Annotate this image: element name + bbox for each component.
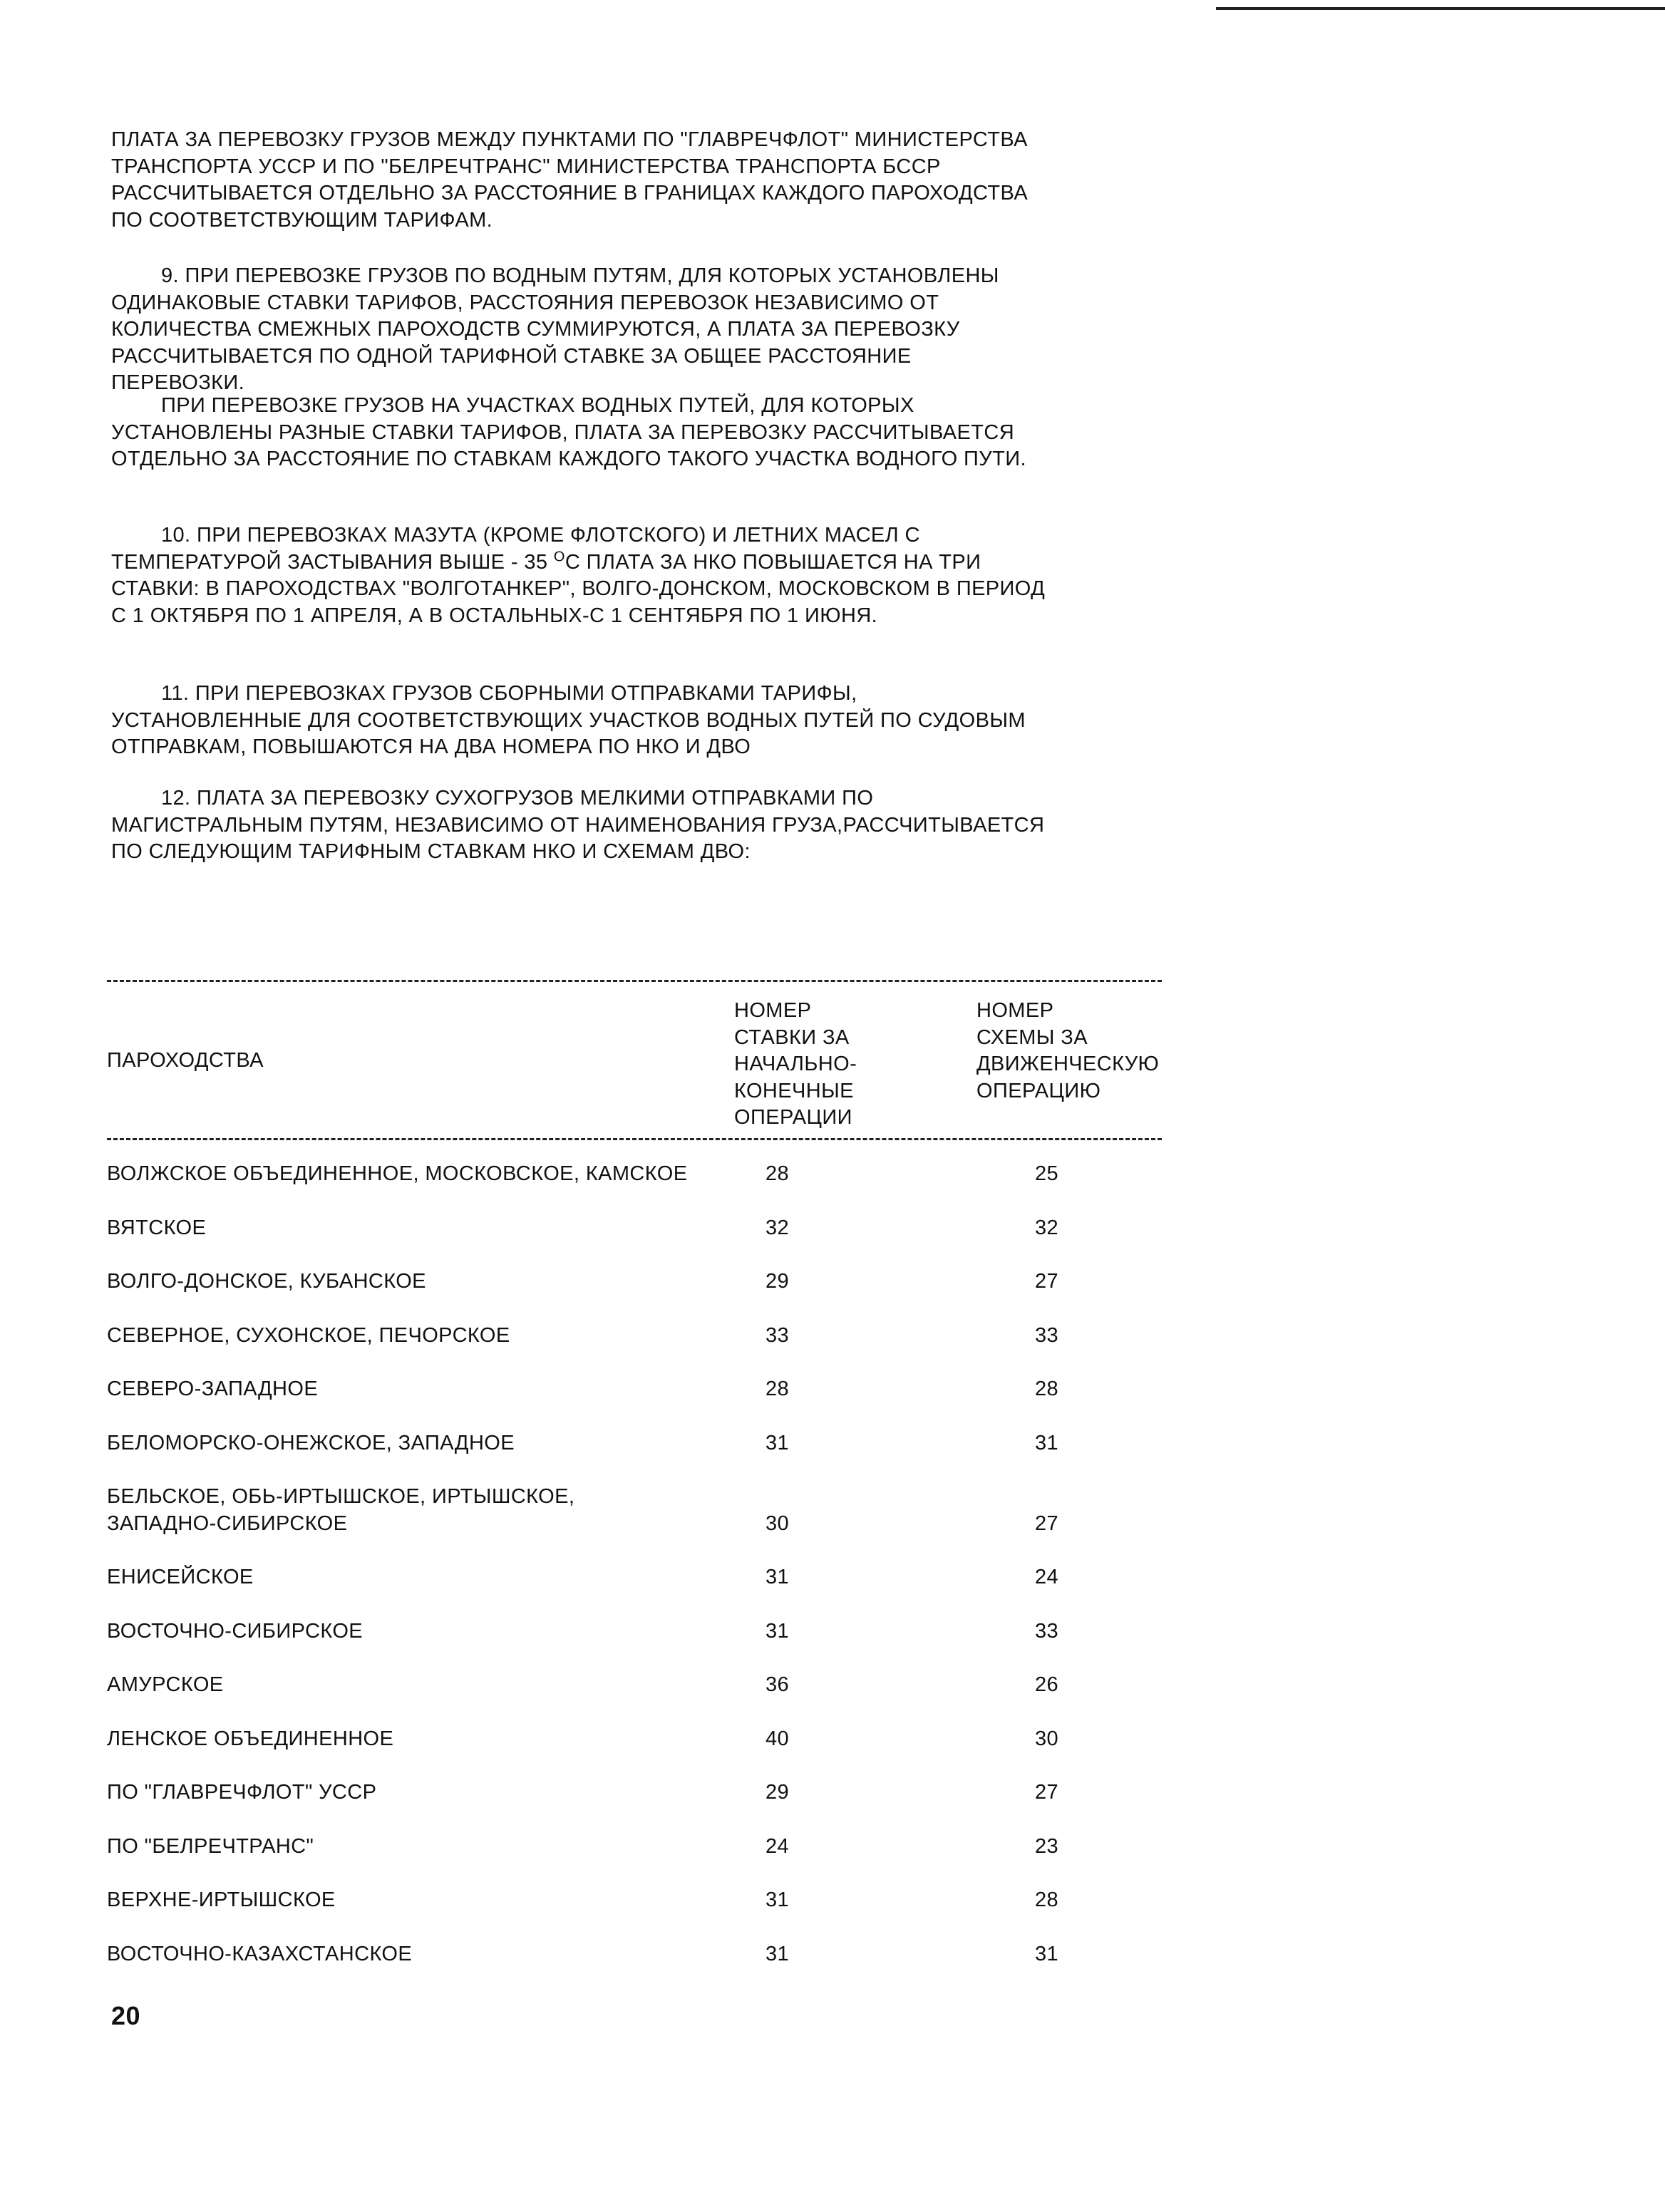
dvo-scheme-number: 31 <box>1035 1942 1059 1965</box>
table-row <box>107 1470 1162 1551</box>
shipping-company-name: ВОЛЖСКОЕ ОБЪЕДИНЕННОЕ, МОСКОВСКОЕ, КАМСКОЕ <box>107 1162 688 1185</box>
nko-rate-number: 30 <box>766 1511 790 1535</box>
nko-rate-number: 31 <box>766 1566 790 1588</box>
header-dvo-scheme: НОМЕР СХЕМЫ ЗА ДВИЖЕНЧЕСКУЮ ОПЕРАЦИЮ <box>976 999 1160 1102</box>
nko-rate-number: 31 <box>766 1888 790 1911</box>
shipping-company-name: СЕВЕРО-ЗАПАДНОЕ <box>107 1378 319 1400</box>
nko-rate-number: 28 <box>766 1162 790 1185</box>
header-nko-rate: НОМЕР СТАВКИ ЗА НАЧАЛЬНО- КОНЕЧНЫЕ ОПЕРАЦИИ <box>734 999 857 1129</box>
table-row <box>107 1766 1162 1820</box>
table-row <box>107 1201 1162 1256</box>
shipping-company-name: ЕНИСЕЙСКОЕ <box>107 1566 254 1588</box>
header-shipping-companies: ПАРОХОДСТВА <box>107 1049 264 1072</box>
table-row <box>107 1874 1162 1928</box>
dvo-scheme-number: 27 <box>1035 1781 1059 1804</box>
nko-rate-number: 31 <box>766 1619 790 1643</box>
nko-rate-number: 29 <box>766 1781 790 1804</box>
degree-superscript: О <box>553 548 565 564</box>
paragraph-12: 12. ПЛАТА ЗА ПЕРЕВОЗКУ СУХОГРУЗОВ МЕЛКИМИ ОТПРАВКАМИ ПО МАГИСТРАЛЬНЫМ ПУТЯМ, НЕЗАВИСИМО ОТ НАИМЕНОВАНИЯ ГРУЗА,РАССЧИТЫВАЕТСЯ ПО СЛЕДУЮЩИМ ТАРИФНЫМ СТАВКАМ НКО И СХЕМАМ ДВО: <box>111 787 1051 863</box>
table-row <box>107 1417 1162 1471</box>
shipping-company-name: БЕЛЬСКОЕ, ОБЬ-ИРТЫШСКОЕ, ИРТЫШСКОЕ, ЗАПАДНО-СИБИРСКОЕ <box>107 1485 575 1535</box>
dvo-scheme-number: 27 <box>1035 1270 1059 1293</box>
shipping-company-name: СЕВЕРНОЕ, СУХОНСКОЕ, ПЕЧОРСКОЕ <box>107 1323 510 1347</box>
dvo-scheme-number: 33 <box>1035 1619 1059 1643</box>
dvo-scheme-number: 27 <box>1035 1511 1059 1535</box>
page-number: 20 <box>111 2001 141 2030</box>
dvo-scheme-number: 24 <box>1035 1566 1059 1588</box>
shipping-company-name: ПО "БЕЛРЕЧТРАНС" <box>107 1834 314 1858</box>
dvo-scheme-number: 31 <box>1035 1431 1059 1454</box>
table-row <box>107 1605 1162 1659</box>
nko-rate-number: 29 <box>766 1270 790 1293</box>
nko-rate-number: 36 <box>766 1673 790 1696</box>
paragraph-10-text-a: 10. ПРИ ПЕРЕВОЗКАХ МАЗУТА (КРОМЕ ФЛОТСКОГО) И ЛЕТНИХ МАСЕЛ С ТЕМПЕРАТУРОЙ ЗАСТЫВАНИЯ ВЫШЕ - 35 <box>111 524 927 574</box>
dvo-scheme-number: 28 <box>1035 1378 1059 1400</box>
table-body <box>107 1147 1162 1981</box>
dvo-scheme-number: 33 <box>1035 1323 1059 1347</box>
paragraph-10-text-b: С ПЛАТА ЗА НКО ПОВЫШАЕТСЯ НА ТРИ СТАВКИ: В ПАРОХОДСТВАХ "ВОЛГОТАНКЕР", ВОЛГО-ДОНСКОМ, МОСКОВСКОМ В ПЕРИОД С 1 ОКТЯБРЯ ПО 1 АПРЕЛЯ, А В ОСТАЛЬНЫХ-С 1 СЕНТЯБРЯ ПО 1 ИЮНЯ. <box>111 550 1051 627</box>
shipping-company-name: ЛЕНСКОЕ ОБЪЕДИНЕННОЕ <box>107 1727 394 1750</box>
paragraph-9-continued: ПРИ ПЕРЕВОЗКЕ ГРУЗОВ НА УЧАСТКАХ ВОДНЫХ ПУТЕЙ, ДЛЯ КОТОРЫХ УСТАНОВЛЕНЫ РАЗНЫЕ СТАВКИ ТАРИФОВ, ПЛАТА ЗА ПЕРЕВОЗКУ РАССЧИТЫВАЕТСЯ ОТДЕЛЬНО ЗА РАССТОЯНИЕ ПО СТАВКАМ КАЖДОГО ТАКОГО УЧАСТКА ВОДНОГО ПУТИ. <box>111 394 1026 470</box>
table-row <box>107 1658 1162 1712</box>
shipping-company-name: АМУРСКОЕ <box>107 1673 224 1696</box>
shipping-company-name: БЕЛОМОРСКО-ОНЕЖСКОЕ, ЗАПАДНОЕ <box>107 1431 515 1454</box>
paragraph-intro: ПЛАТА ЗА ПЕРЕВОЗКУ ГРУЗОВ МЕЖДУ ПУНКТАМИ ПО "ГЛАВРЕЧФЛОТ" МИНИСТЕРСТВА ТРАНСПОРТА УССР И ПО "БЕЛРЕЧТРАНС" МИНИСТЕРСТВА ТРАНСПОРТА БССР РАССЧИТЫВАЕТСЯ ОТДЕЛЬНО ЗА РАССТОЯНИЕ В ГРАНИЦАХ КАЖДОГО ПАРОХОДСТВА ПО СООТВЕТСТВУЮЩИМ ТАРИФАМ. <box>111 128 1034 232</box>
table-row <box>107 1147 1162 1201</box>
table-row <box>107 1712 1162 1767</box>
table-row <box>107 1255 1162 1309</box>
dvo-scheme-number: 23 <box>1035 1834 1059 1858</box>
table-top-rule <box>107 980 1162 982</box>
dvo-scheme-number: 25 <box>1035 1162 1059 1185</box>
nko-rate-number: 33 <box>766 1323 790 1347</box>
table-row <box>107 1309 1162 1363</box>
shipping-company-name: ВОСТОЧНО-СИБИРСКОЕ <box>107 1619 364 1643</box>
table-row <box>107 1928 1162 1982</box>
table-header-rule <box>107 1138 1162 1140</box>
top-rule <box>1216 7 1665 10</box>
shipping-company-name: ВЯТСКОЕ <box>107 1216 207 1239</box>
shipping-company-name: ВОСТОЧНО-КАЗАХСТАНСКОЕ <box>107 1942 413 1965</box>
nko-rate-number: 31 <box>766 1431 790 1454</box>
nko-rate-number: 40 <box>766 1727 790 1750</box>
nko-rate-number: 31 <box>766 1942 790 1965</box>
nko-rate-number: 28 <box>766 1378 790 1400</box>
paragraph-9: 9. ПРИ ПЕРЕВОЗКЕ ГРУЗОВ ПО ВОДНЫМ ПУТЯМ, ДЛЯ КОТОРЫХ УСТАНОВЛЕНЫ ОДИНАКОВЫЕ СТАВКИ ТАРИФОВ, РАССТОЯНИЯ ПЕРЕВОЗОК НЕЗАВИСИМО ОТ КОЛИЧЕСТВА СМЕЖНЫХ ПАРОХОДСТВ СУММИРУЮТСЯ, А ПЛАТА ЗА ПЕРЕВОЗКУ РАССЧИТЫВАЕТСЯ ПО ОДНОЙ ТАРИФНОЙ СТАВКЕ ЗА ОБЩЕЕ РАССТОЯНИЕ ПЕРЕВОЗКИ. <box>111 264 1006 394</box>
table-row <box>107 1820 1162 1874</box>
paragraph-11: 11. ПРИ ПЕРЕВОЗКАХ ГРУЗОВ СБОРНЫМИ ОТПРАВКАМИ ТАРИФЫ, УСТАНОВЛЕННЫЕ ДЛЯ СООТВЕТСТВУЮЩИХ УЧАСТКОВ ВОДНЫХ ПУТЕЙ ПО СУДОВЫМ ОТПРАВКАМ, ПОВЫШАЮТСЯ НА ДВА НОМЕРА ПО НКО И ДВО <box>111 682 1032 758</box>
nko-rate-number: 24 <box>766 1834 790 1858</box>
nko-rate-number: 32 <box>766 1216 790 1239</box>
dvo-scheme-number: 30 <box>1035 1727 1059 1750</box>
paragraph-10 <box>111 522 1049 629</box>
table-row <box>107 1363 1162 1417</box>
shipping-company-name: ПО "ГЛАВРЕЧФЛОТ" УССР <box>107 1781 377 1804</box>
shipping-company-name: ВЕРХНЕ-ИРТЫШСКОЕ <box>107 1888 336 1911</box>
dvo-scheme-number: 28 <box>1035 1888 1059 1911</box>
table-row <box>107 1551 1162 1605</box>
dvo-scheme-number: 32 <box>1035 1216 1059 1239</box>
dvo-scheme-number: 26 <box>1035 1673 1059 1696</box>
shipping-company-name: ВОЛГО-ДОНСКОЕ, КУБАНСКОЕ <box>107 1270 426 1293</box>
